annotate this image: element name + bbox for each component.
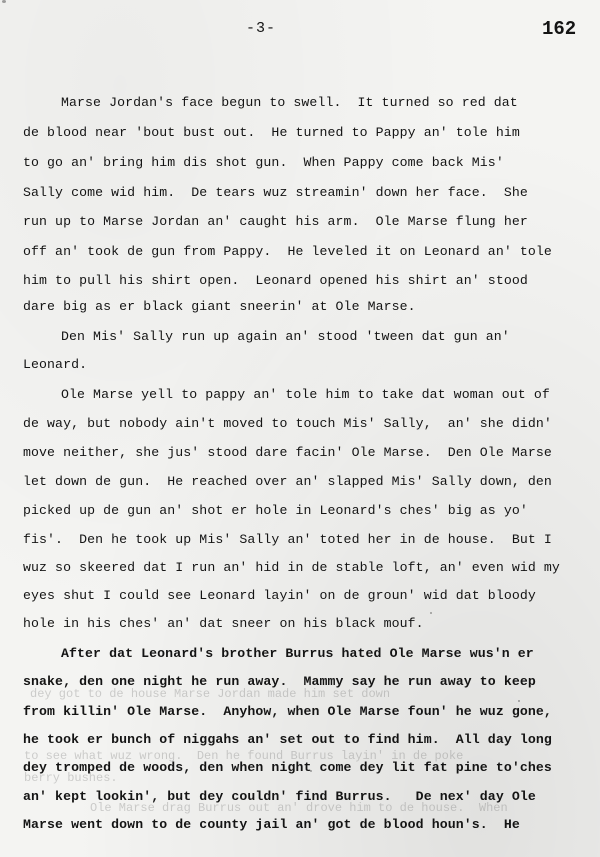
archive-number: 162 bbox=[542, 18, 577, 40]
text-line: picked up de gun an' shot er hole in Leonard's ches' big as yo' bbox=[23, 503, 528, 518]
scan-speck bbox=[2, 0, 6, 3]
text-line: from killin' Ole Marse. Anyhow, when Ole Marse foun' he wuz gone, bbox=[23, 704, 552, 719]
bleed-through-line: berry bushes. bbox=[24, 771, 118, 785]
text-line: eyes shut I could see Leonard layin' on de groun' wid dat bloody bbox=[23, 588, 536, 603]
text-line: dare big as er black giant sneerin' at Ole Marse. bbox=[23, 299, 416, 314]
text-line: Marse Jordan's face begun to swell. It turned so red dat bbox=[61, 95, 518, 110]
bleed-through-line: to see what wuz wrong. Den he found Burrus layin' in de poke bbox=[24, 749, 464, 763]
text-line: de blood near 'bout bust out. He turned to Pappy an' tole him bbox=[23, 125, 520, 140]
text-line: off an' took de gun from Pappy. He leveled it on Leonard an' tole bbox=[23, 244, 552, 259]
text-line: move neither, she jus' stood dare facin' Ole Marse. Den Ole Marse bbox=[23, 445, 552, 460]
text-line: Sally come wid him. De tears wuz streamin' down her face. She bbox=[23, 185, 528, 200]
text-line: him to pull his shirt open. Leonard opened his shirt an' stood bbox=[23, 273, 528, 288]
text-line: dey tromped de woods, den when night come dey lit fat pine to'ches bbox=[23, 760, 552, 775]
text-line: de way, but nobody ain't moved to touch Mis' Sally, an' she didn' bbox=[23, 416, 552, 431]
scan-speck bbox=[518, 700, 520, 702]
text-line: Leonard. bbox=[23, 357, 88, 372]
text-line: Marse went down to de county jail an' got de blood houn's. He bbox=[23, 817, 520, 832]
text-line: fis'. Den he took up Mis' Sally an' toted her in de house. But I bbox=[23, 532, 552, 547]
text-line: hole in his ches' an' dat sneer on his black mouf. bbox=[23, 616, 424, 631]
text-line: Den Mis' Sally run up again an' stood 'tween dat gun an' bbox=[61, 329, 510, 344]
text-line: wuz so skeered dat I run an' hid in de stable loft, an' even wid my bbox=[23, 560, 560, 575]
text-line: Ole Marse yell to pappy an' tole him to take dat woman out of bbox=[61, 387, 550, 402]
page-number: -3- bbox=[246, 20, 277, 37]
text-line: let down de gun. He reached over an' slapped Mis' Sally down, den bbox=[23, 474, 552, 489]
scan-speck bbox=[310, 770, 312, 772]
text-line: an' kept lookin', but dey couldn' find Burrus. De nex' day Ole bbox=[23, 789, 536, 804]
scan-speck bbox=[430, 612, 432, 614]
text-line: After dat Leonard's brother Burrus hated Ole Marse wus'n er bbox=[61, 646, 534, 661]
text-line: snake, den one night he run away. Mammy say he run away to keep bbox=[23, 674, 536, 689]
bleed-through-line: dey got to de house Marse Jordan made him set down bbox=[30, 687, 391, 701]
text-line: he took er bunch of niggahs an' set out to find him. All day long bbox=[23, 732, 552, 747]
text-line: run up to Marse Jordan an' caught his arm. Ole Marse flung her bbox=[23, 214, 528, 229]
bleed-through-line: Ole Marse drag Burrus out an' drove him to de house. When bbox=[90, 801, 508, 815]
text-line: to go an' bring him dis shot gun. When Pappy come back Mis' bbox=[23, 155, 504, 170]
